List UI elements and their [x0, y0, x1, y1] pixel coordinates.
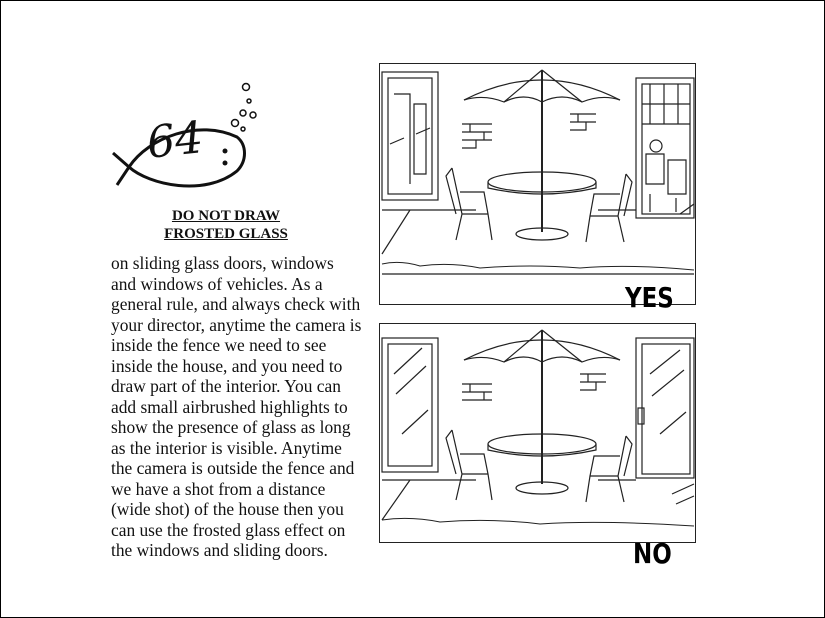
body-line: general rule, and always check with	[111, 294, 361, 314]
patio-illustration-yes	[380, 64, 695, 304]
body-line: draw part of the interior. You can	[111, 376, 341, 396]
badge-number: 64	[144, 112, 206, 169]
patio-illustration-no	[380, 324, 695, 542]
body-line: inside the fence we need to see	[111, 335, 327, 355]
body-text	[111, 253, 373, 561]
body-line: show the presence of glass as long	[111, 417, 351, 437]
yes-illustration-panel	[379, 63, 696, 305]
section-heading	[151, 207, 301, 243]
body-line: we have a shot from a distance	[111, 478, 326, 499]
body-line: the camera is outside the fence and	[111, 458, 355, 478]
no-illustration-panel	[379, 323, 696, 543]
fish-badge	[109, 79, 269, 199]
heading-line-1: DO NOT DRAW	[171, 208, 281, 224]
body-line: the windows and sliding doors.	[111, 540, 328, 560]
body-line: your director, anytime the camera is	[111, 314, 362, 335]
body-line: add small airbrushed highlights to	[111, 396, 348, 417]
body-line: can use the frosted glass effect on	[111, 519, 346, 540]
heading-line-2: FROSTED GLASS	[164, 226, 288, 242]
body-line: as the interior is visible. Anytime	[111, 437, 342, 458]
no-label: NO	[633, 537, 672, 570]
body-line: and windows of vehicles. As a	[111, 273, 323, 294]
body-line: on sliding glass doors, windows	[111, 253, 334, 273]
body-line: inside the house, and you need to	[111, 355, 343, 376]
body-line: (wide shot) of the house then you	[111, 499, 344, 519]
yes-label: YES	[625, 281, 674, 314]
